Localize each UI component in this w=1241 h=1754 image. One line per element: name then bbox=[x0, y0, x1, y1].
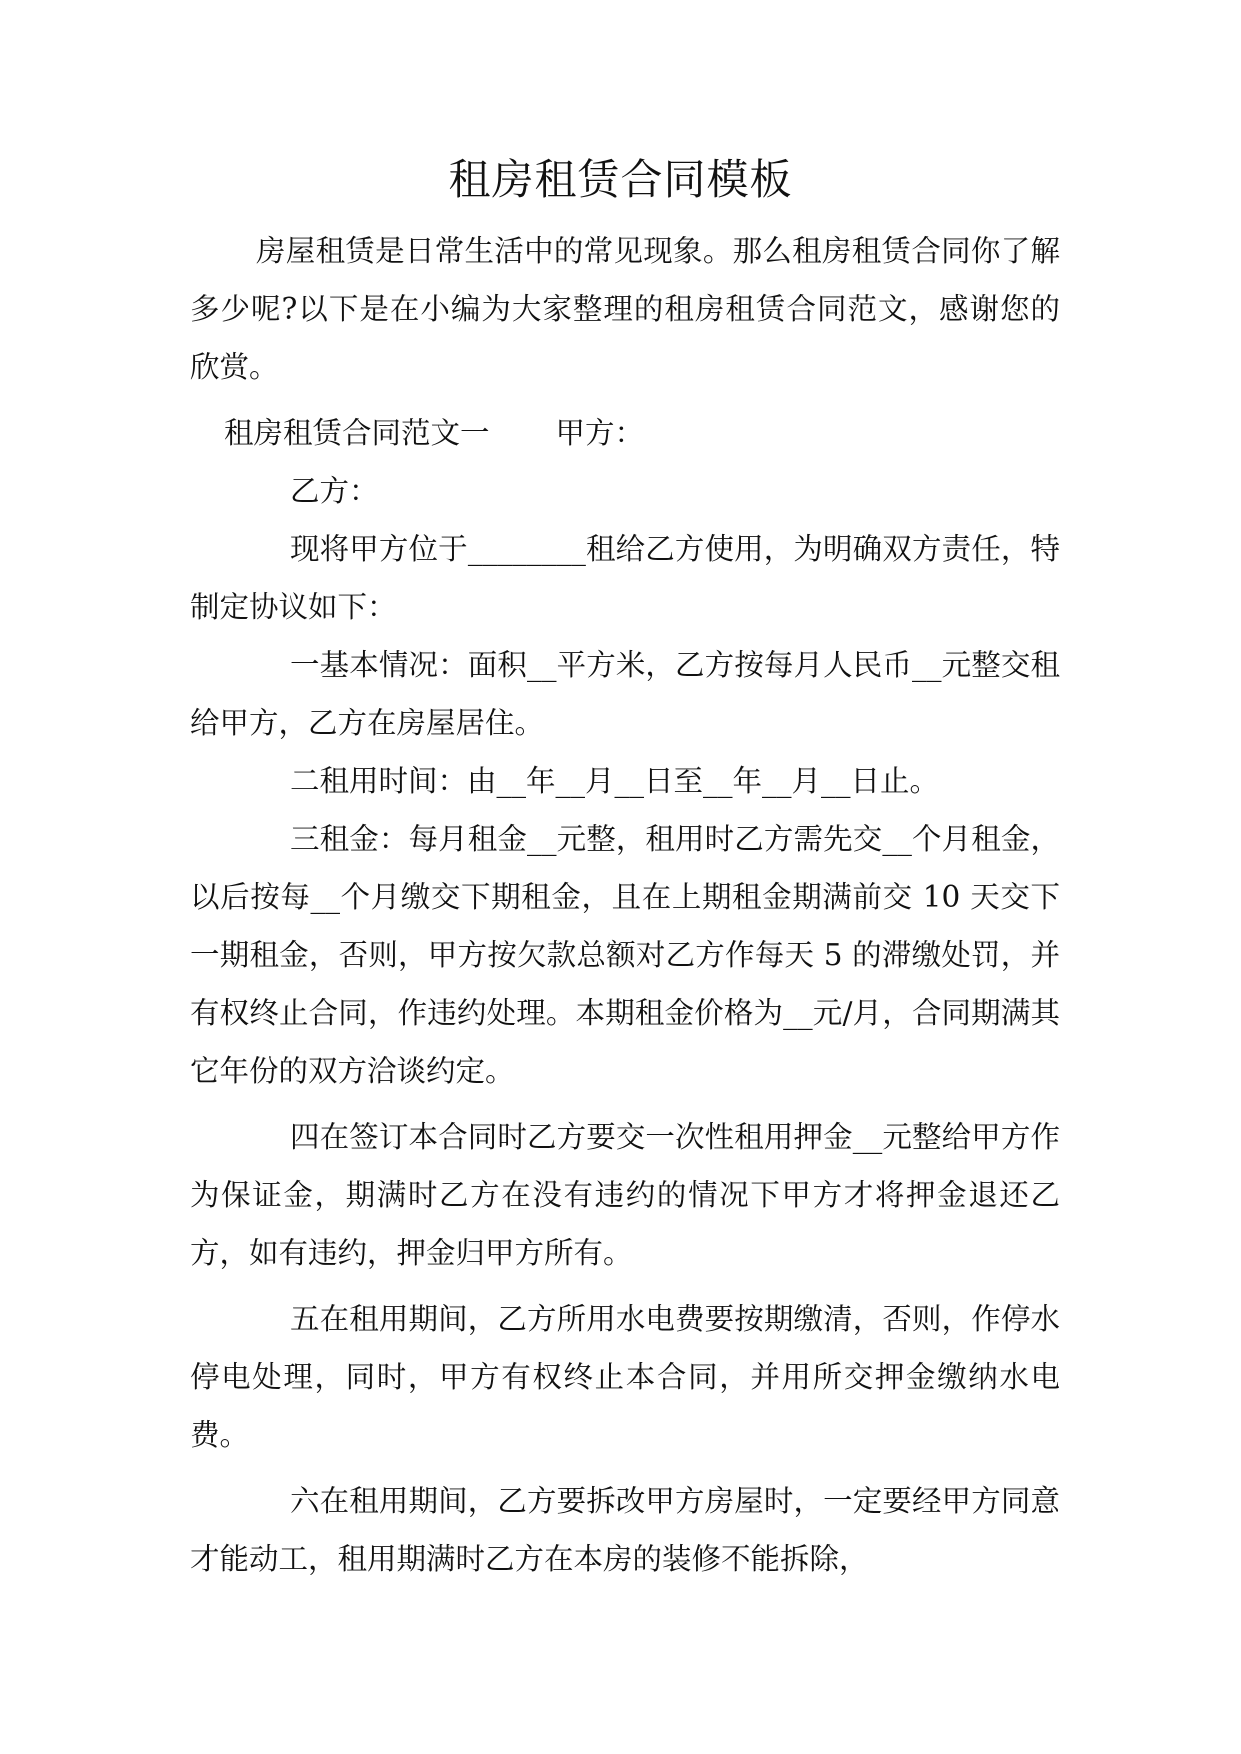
section-heading-line bbox=[190, 404, 1060, 462]
party-b-label: 乙方： bbox=[290, 474, 379, 508]
party-a-label: 甲方： bbox=[555, 416, 645, 450]
intro-paragraph: 房屋租赁是日常生活中的常见现象。那么租房租赁合同你了解多少呢?以下是在小编为大家整理的租房租赁合同范文，感谢您的欣赏。 bbox=[190, 234, 1060, 384]
preamble-paragraph: 现将甲方位于________租给乙方使用，为明确双方责任，特制定协议如下： bbox=[190, 532, 1060, 624]
clause-paragraph: 一基本情况：面积__平方米，乙方按每月人民币__元整交租给甲方，乙方在房屋居住。 bbox=[190, 648, 1060, 740]
document-body bbox=[190, 222, 1060, 1588]
clause-paragraph: 二租用时间：由__年__月__日至__年__月__日止。 bbox=[290, 764, 940, 798]
clause-paragraph: 五在租用期间，乙方所用水电费要按期缴清，否则，作停水停电处理，同时，甲方有权终止本合同，并用所交押金缴纳水电费。 bbox=[190, 1302, 1060, 1452]
clause-paragraph: 三租金：每月租金__元整，租用时乙方需先交__个月租金，以后按每__个月缴交下期租金，且在上期租金期满前交 10 天交下一期租金，否则，甲方按欠款总额对乙方作每天 5 的滞缴处罚，并有权终止合同，作违约处理。本期租金价格为__元/月，合同期满其它年份的双方洽谈约定。 bbox=[190, 822, 1060, 1088]
document-title: 租房租赁合同模板 bbox=[448, 155, 793, 204]
clause-paragraph: 六在租用期间，乙方要拆改甲方房屋时，一定要经甲方同意才能动工，租用期满时乙方在本房的装修不能拆除， bbox=[190, 1484, 1060, 1576]
section-heading: 租房租赁合同范文一 bbox=[224, 416, 490, 450]
clause-paragraph: 四在签订本合同时乙方要交一次性租用押金__元整给甲方作为保证金，期满时乙方在没有违约的情况下甲方才将押金退还乙方，如有违约，押金归甲方所有。 bbox=[190, 1120, 1060, 1270]
